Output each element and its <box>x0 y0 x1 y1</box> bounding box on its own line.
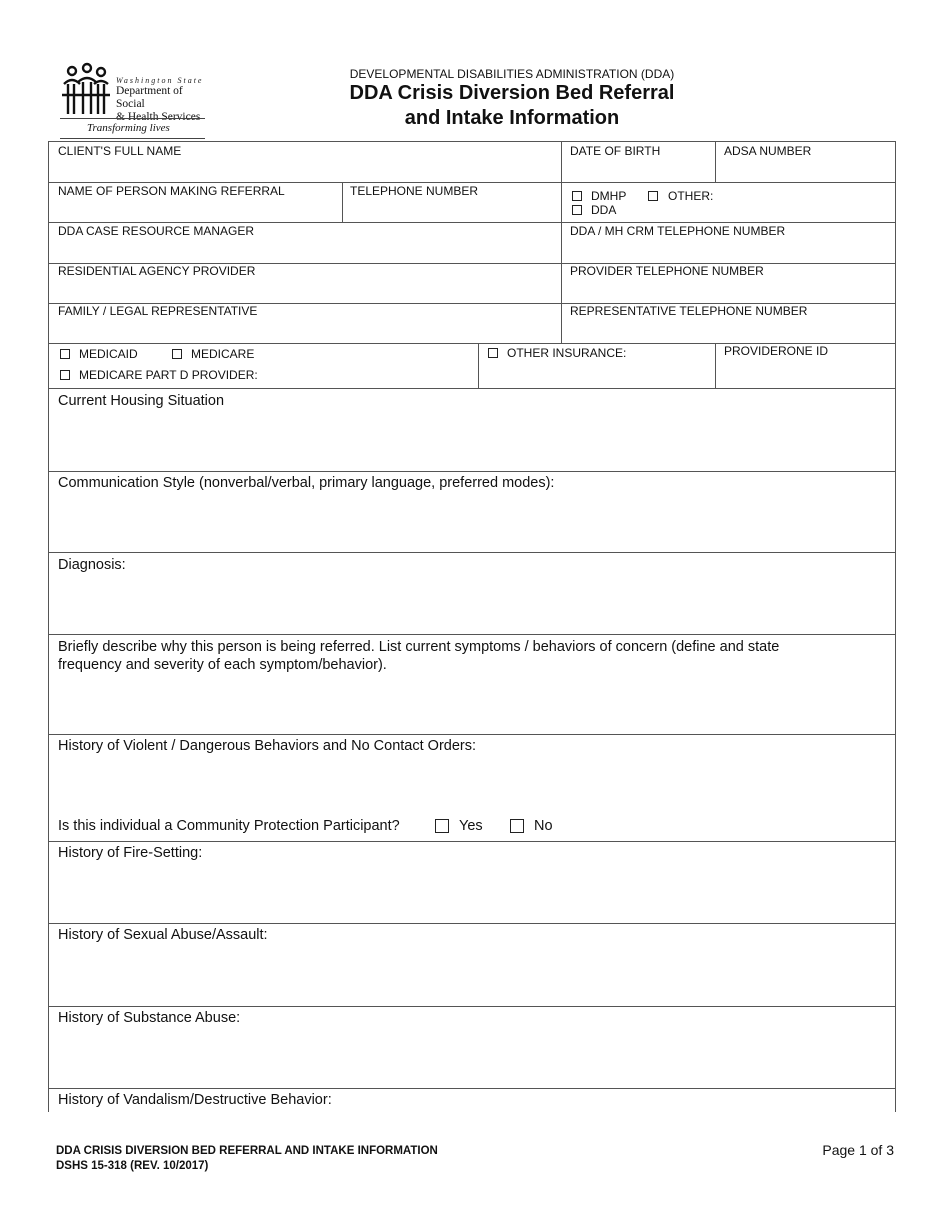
dmhp-checkbox[interactable] <box>572 191 582 201</box>
state-name: Washington State <box>116 76 204 85</box>
dda-label: DDA <box>591 203 617 217</box>
medicare-part-d-label: MEDICARE PART D PROVIDER: <box>79 368 258 382</box>
other-insurance-checkbox[interactable] <box>488 348 498 358</box>
referral-reason-line-2: frequency and severity of each symptom/behavior). <box>58 657 387 673</box>
other-checkbox[interactable] <box>648 191 658 201</box>
dshs-logo <box>60 62 210 140</box>
other-label: OTHER: <box>668 189 714 203</box>
family-legal-representative-label: FAMILY / LEGAL REPRESENTATIVE <box>58 304 258 318</box>
referrer-name-label: NAME OF PERSON MAKING REFERRAL <box>58 184 285 198</box>
medicare-label: MEDICARE <box>191 347 255 361</box>
dda-case-resource-manager-label: DDA CASE RESOURCE MANAGER <box>58 224 255 238</box>
community-protection-yes-label: Yes <box>459 818 483 834</box>
dda-mh-crm-telephone-label: DDA / MH CRM TELEPHONE NUMBER <box>570 224 786 238</box>
medicare-checkbox[interactable] <box>172 349 182 359</box>
community-protection-no-checkbox[interactable] <box>510 819 524 833</box>
providerone-id-label: PROVIDERONE ID <box>724 344 829 358</box>
administration-name: DEVELOPMENTAL DISABILITIES ADMINISTRATION (DDA) <box>349 67 675 81</box>
community-protection-question: Is this individual a Community Protection Participant? <box>58 818 400 834</box>
community-protection-no-label: No <box>534 818 553 834</box>
sexual-abuse-label: History of Sexual Abuse/Assault: <box>58 927 268 943</box>
logo-divider-bottom <box>60 138 205 139</box>
community-protection-yes-checkbox[interactable] <box>435 819 449 833</box>
form-title <box>270 81 754 131</box>
footer-form-number: DSHS 15-318 (REV. 10/2017) <box>56 1160 209 1172</box>
referral-reason-line-1: Briefly describe why this person is being referred. List current symptoms / behaviors of concern (define and state <box>58 639 780 655</box>
department-line-2: & Health Services <box>116 111 201 123</box>
adsa-number-label: ADSA NUMBER <box>724 144 812 158</box>
housing-situation-label: Current Housing Situation <box>58 393 225 409</box>
agency-tagline: Transforming lives <box>87 122 170 134</box>
footer-form-info <box>56 1144 438 1174</box>
dshs-family-logo-icon <box>60 62 112 116</box>
communication-style-label: Communication Style (nonverbal/verbal, primary language, preferred modes): <box>58 475 555 491</box>
referral-form <box>48 141 896 1112</box>
date-of-birth-label: DATE OF BIRTH <box>570 144 661 158</box>
logo-divider <box>60 118 205 119</box>
telephone-number-label: TELEPHONE NUMBER <box>350 184 479 198</box>
form-title-line-1: DDA Crisis Diversion Bed Referral <box>349 82 675 104</box>
form-title-line-2: and Intake Information <box>404 107 620 129</box>
representative-telephone-label: REPRESENTATIVE TELEPHONE NUMBER <box>570 304 808 318</box>
other-insurance-label: OTHER INSURANCE: <box>507 346 627 360</box>
dmhp-label: DMHP <box>591 189 627 203</box>
provider-telephone-label: PROVIDER TELEPHONE NUMBER <box>570 264 764 278</box>
department-line-1: Department of Social <box>116 85 183 110</box>
residential-agency-provider-label: RESIDENTIAL AGENCY PROVIDER <box>58 264 256 278</box>
medicaid-label: MEDICAID <box>79 347 138 361</box>
diagnosis-label: Diagnosis: <box>58 557 126 573</box>
dda-checkbox[interactable] <box>572 205 582 215</box>
fire-setting-label: History of Fire-Setting: <box>58 845 203 861</box>
medicaid-checkbox[interactable] <box>60 349 70 359</box>
violent-history-label: History of Violent / Dangerous Behaviors and No Contact Orders: <box>58 738 477 754</box>
client-full-name-label: CLIENT'S FULL NAME <box>58 144 182 158</box>
vandalism-label: History of Vandalism/Destructive Behavior: <box>58 1092 332 1108</box>
page-number: Page 1 of 3 <box>822 1142 894 1158</box>
medicare-part-d-checkbox[interactable] <box>60 370 70 380</box>
footer-form-title: DDA CRISIS DIVERSION BED REFERRAL AND INTAKE INFORMATION <box>56 1145 438 1157</box>
substance-abuse-label: History of Substance Abuse: <box>58 1010 241 1026</box>
